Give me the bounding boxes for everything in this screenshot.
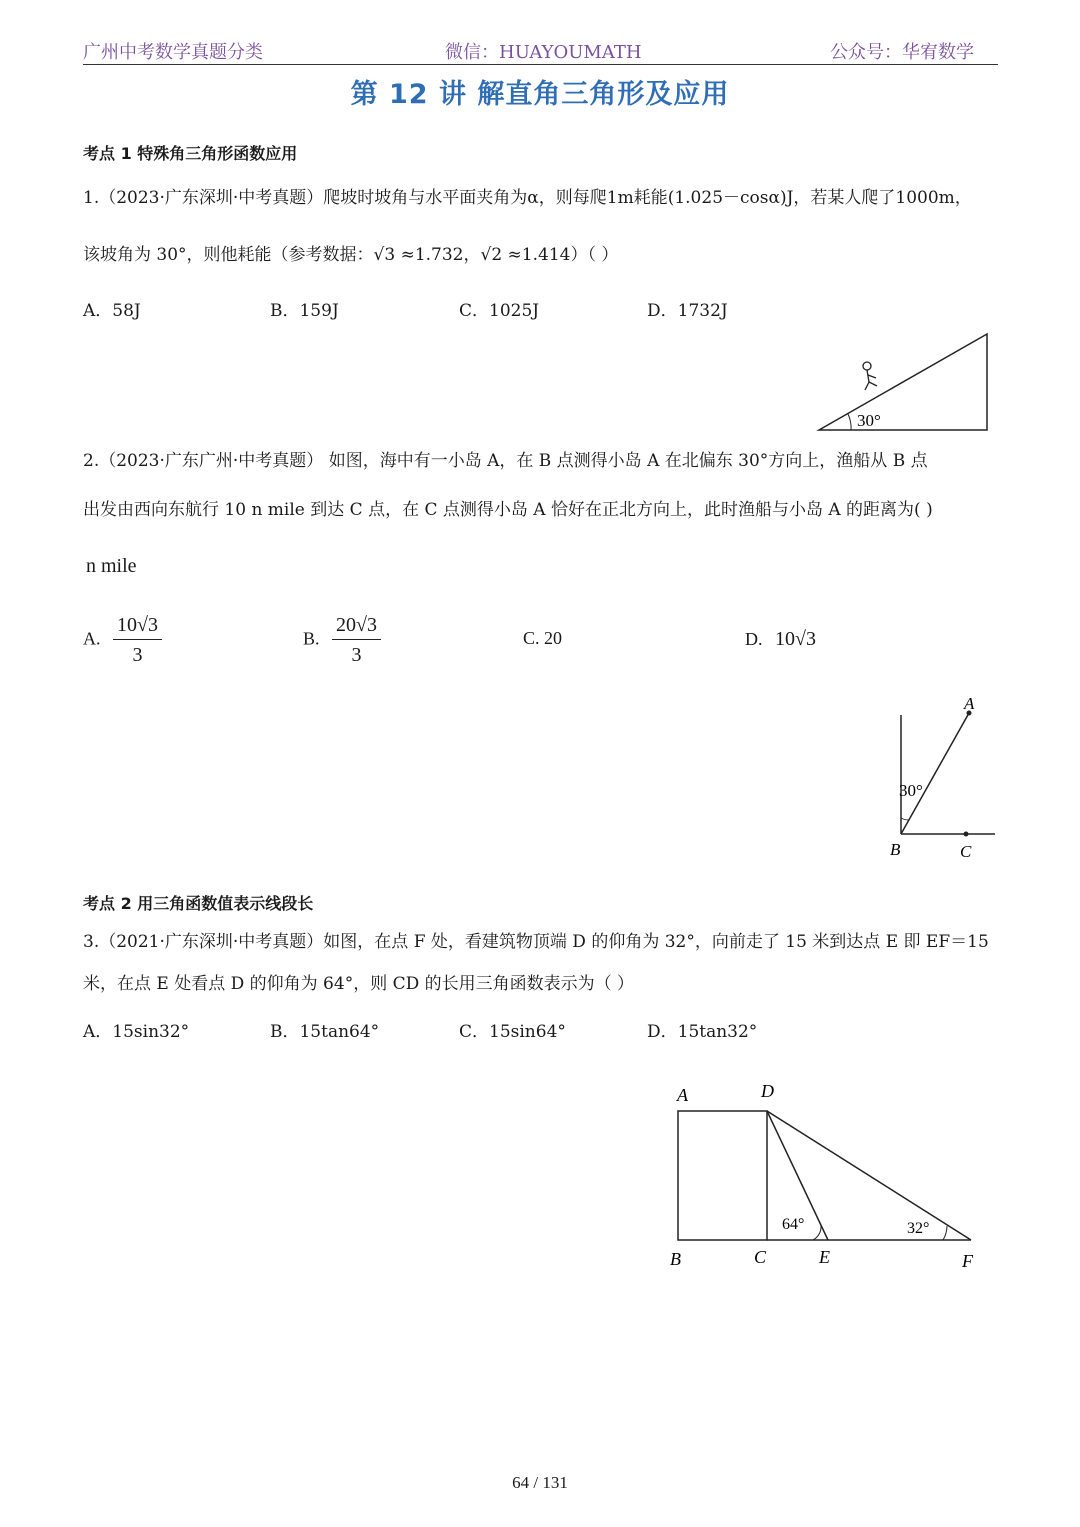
- header-left: 广州中考数学真题分类: [83, 42, 263, 63]
- q2-option-b-label: B.: [303, 628, 320, 649]
- label-f: F: [962, 1251, 973, 1271]
- q1-line2: 该坡角为 30°，则他耗能（参考数据：√3 ≈1.732，√2 ≈1.414）（ ）: [83, 245, 619, 265]
- q2-option-a-label: A.: [83, 628, 101, 649]
- q2-line3: n mile: [86, 555, 137, 577]
- q3-option-b: B．15tan64°: [270, 1022, 380, 1042]
- label-a: A: [677, 1085, 688, 1105]
- q3-line2: 米，在点 E 处看点 D 的仰角为 64°，则 CD 的长用三角函数表示为（ ）: [83, 974, 635, 994]
- q2-line2: 出发由西向东航行 10 n mile 到达 C 点，在 C 点测得小岛 A 恰好在正北方向上，此时渔船与小岛 A 的距离为( ): [83, 500, 933, 520]
- q2-option-b: [303, 614, 381, 667]
- q1-slope-figure: [815, 330, 995, 435]
- q2-angle-label: 30°: [899, 781, 923, 800]
- page-title: 第 12 讲 解直角三角形及应用: [350, 79, 730, 110]
- section1-heading: 考点 1 特殊角三角形函数应用: [83, 144, 298, 163]
- label-d: D: [761, 1081, 774, 1101]
- slope-triangle: [819, 334, 987, 430]
- label-c: C: [960, 842, 972, 861]
- q2-bearing-figure: [880, 690, 1005, 865]
- q2-option-d: [745, 628, 816, 651]
- q3-option-c: C．15sin64°: [459, 1022, 566, 1042]
- q1-option-b: B．159J: [270, 301, 339, 321]
- header-right: 公众号：华宥数学: [830, 42, 974, 63]
- q2-option-a-denominator: 3: [132, 644, 143, 666]
- label-e: E: [819, 1247, 830, 1267]
- q2-line1: 2.（2023·广东广州·中考真题） 如图，海中有一小岛 A，在 B 点测得小岛 A 在北偏东 30°方向上，渔船从 B 点: [83, 451, 928, 471]
- q3-line1: 3.（2021·广东深圳·中考真题）如图，在点 F 处，看建筑物顶端 D 的仰角为 32°，向前走了 15 米到达点 E 即 EF＝15: [83, 932, 989, 952]
- label-b: B: [890, 840, 901, 859]
- q2-option-b-numerator: 20√3: [332, 614, 381, 640]
- q1-line1: 1.（2023·广东深圳·中考真题）爬坡时坡角与水平面夹角为α，则每爬1m耗能(1.025－cosα)J，若某人爬了1000m，: [83, 188, 972, 208]
- page-number: 64 / 131: [512, 1473, 568, 1492]
- q1-option-c: C．1025J: [459, 301, 540, 321]
- q2-option-d-label: D.: [745, 629, 763, 649]
- q3-option-d: D．15tan32°: [647, 1022, 758, 1042]
- q2-option-a-numerator: 10√3: [113, 614, 162, 640]
- q2-option-c: C. 20: [523, 628, 563, 648]
- header-center: 微信：HUAYOUMATH: [445, 42, 642, 63]
- q3-angle-64-label: 64°: [782, 1216, 805, 1233]
- point-c: [964, 832, 969, 837]
- q2-option-a-fraction: [113, 614, 162, 667]
- label-c: C: [754, 1247, 767, 1267]
- section2-heading: 考点 2 用三角函数值表示线段长: [83, 894, 314, 913]
- building-rect: [678, 1111, 767, 1240]
- q3-angle-32-label: 32°: [907, 1220, 930, 1237]
- climber-icon: [863, 362, 877, 390]
- q2-option-b-denominator: 3: [351, 644, 362, 666]
- q2-option-b-fraction: [332, 614, 381, 667]
- label-a: A: [964, 694, 975, 713]
- label-b: B: [670, 1249, 681, 1269]
- q1-option-d: D．1732J: [647, 301, 728, 321]
- q3-option-a: A．15sin32°: [83, 1022, 190, 1042]
- header-rule: [83, 64, 998, 65]
- q1-angle-label: 30°: [857, 411, 881, 430]
- q3-building-figure: [660, 1075, 985, 1275]
- q2-option-a: [83, 614, 162, 667]
- q2-option-d-value: 10√3: [775, 628, 816, 650]
- q1-angle-arc: [848, 414, 851, 430]
- q1-option-a: A．58J: [83, 301, 141, 321]
